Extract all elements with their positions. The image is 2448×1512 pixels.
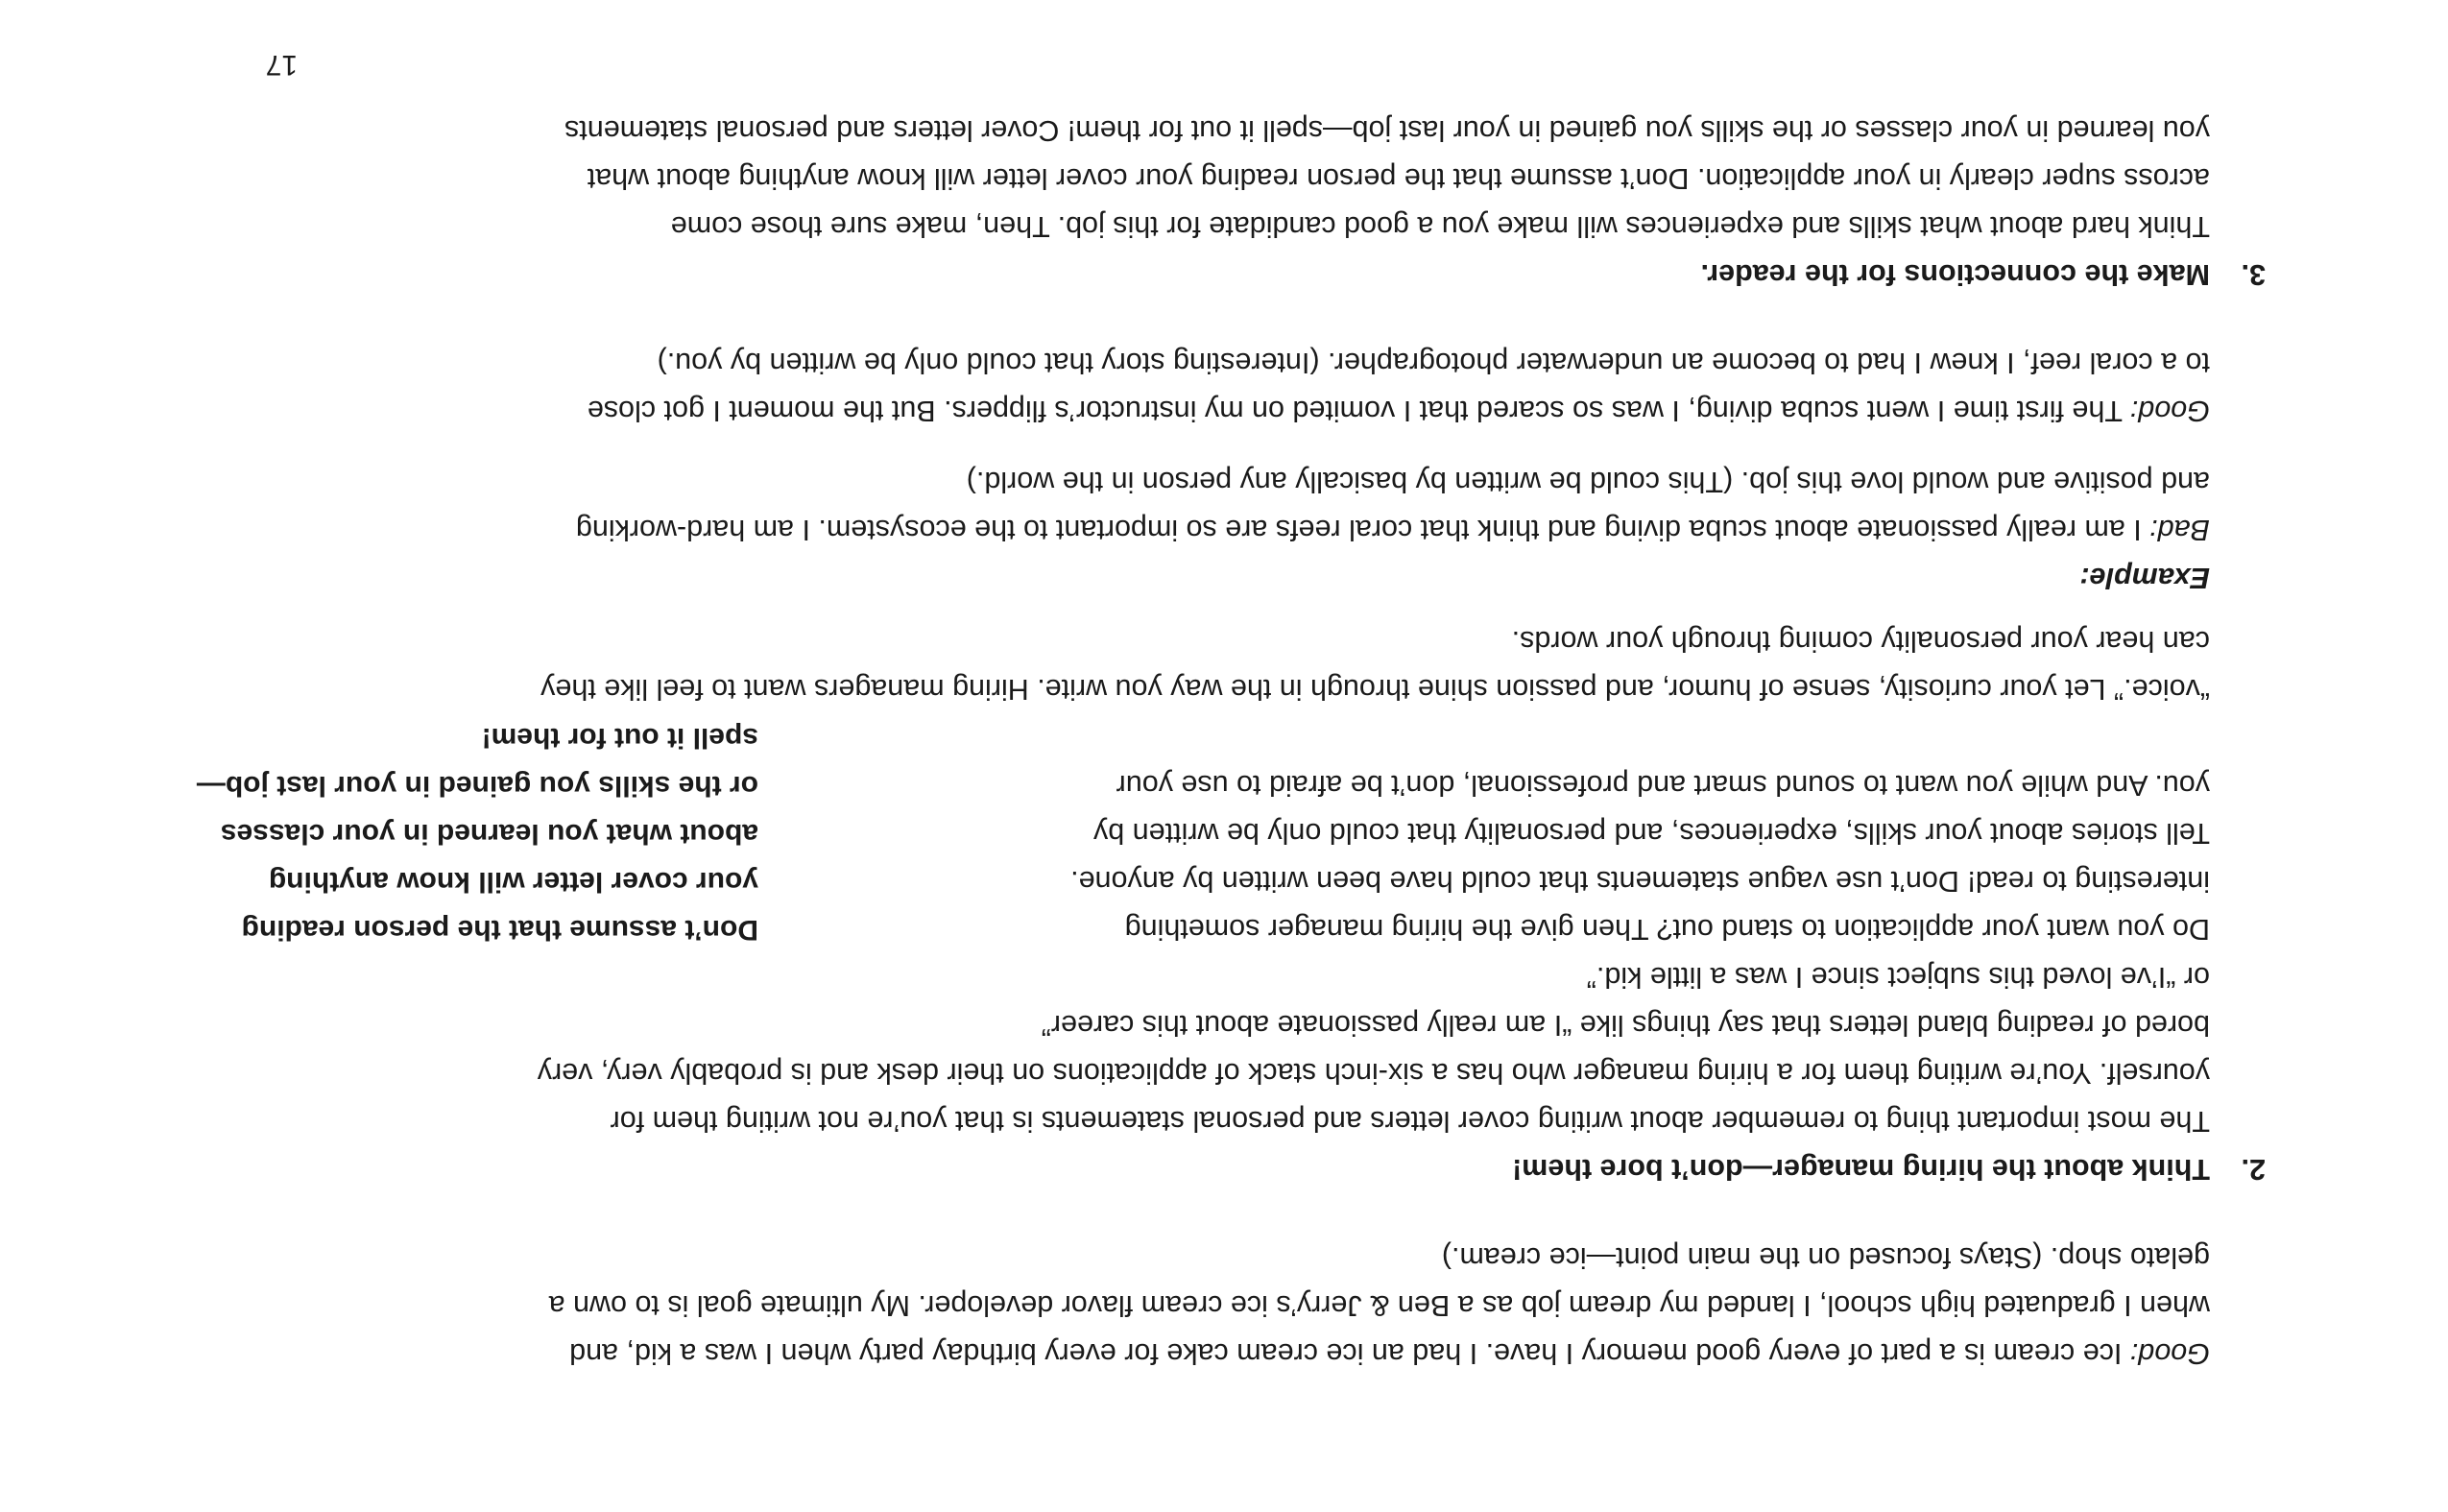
good-example-text-1: The first time I went scuba diving, I was so scared that I vomited on my instructor’s flippers. But the moment I got close [587,395,2130,427]
bad-example-text-1: I am really passionate about scuba diving and think that coral reefs are so important to the ecosystem. I am hard-working [575,514,2150,546]
callout-line-5: spell it out for them! [481,722,758,754]
section-3-line-1: Think hard about what skills and experiences will make you a good candidate for this job. Then, make sure those come [670,210,2210,243]
good-example-line-2: to a coral reef, I knew I had to become an underwater photographer. (Interesting story that could only be written by you.) [657,347,2210,379]
ice-cream-line-1: Ice cream is a part of every good memory I have. I had an ice cream cake for every birthday party when I was a kid, and [569,1337,2130,1370]
section-2-line-3: bored of reading bland letters that say things like “I am really passionate about this career” [1041,1009,2210,1042]
callout-line-2: your cover letter will know anything [268,866,758,898]
section-2-line-6: interesting to read! Don’t use vague statements that could have been written by anyone. [1070,865,2210,898]
ice-cream-line-3: gelato shop. (Stays focused on the main point—ice cream.) [1441,1241,2210,1274]
wrapped-text-block [163,713,2266,1049]
section-2-line-7: Tell stories about your skills, experiences, and personality that could only be written by [1093,817,2210,850]
section-2-line-1: The most important thing to remember about writing cover letters and personal statements is that you’re not writing them for [610,1105,2210,1138]
section-2-line-9: “voice.” Let your curiosity, sense of humor, and passion shine through in the way you write. Hiring managers want to feel like they [540,673,2210,706]
page-content [163,107,2266,1378]
callout-line-4: or the skills you gained in your last job— [196,770,758,802]
page-number: 17 [265,49,298,81]
pull-quote-callout [163,713,758,953]
bad-example-line-2: and positive and would love this job. (This could be written by basically any person in the world.) [966,466,2210,498]
section-2-line-4: or “I’ve loved this subject since I was a little kid.” [1586,961,2210,994]
section-3-heading [163,251,2266,299]
section-2-number: 2. [2241,1153,2266,1186]
wrapped-paragraphs [816,761,2266,1049]
section-2-line-10: can hear your personality coming through your words. [1511,625,2210,658]
good-label: Good: [2129,1337,2210,1370]
callout-line-3: about what you learned in your classes [220,818,758,850]
example-label: Example: [2079,562,2210,594]
section-3-line-2: across super clearly in your application. Don’t assume that the person reading your cover letter will know anything about what [587,162,2210,195]
section-3-title: Make the connections for the reader. [1700,258,2210,291]
section-2-line-5: Do you want your application to stand out? Then give the hiring manager something [1124,913,2210,946]
good-label-2: Good: [2129,395,2210,427]
good-example-line-1 [163,387,2266,435]
section-2-title: Think about the hiring manager—don’t bore them! [1512,1153,2210,1186]
section-2-heading [163,1145,2266,1193]
section-2-line-8: you. And while you want to sound smart and professional, don’t be afraid to use your [1116,769,2210,802]
section-2-line-2: yourself. You’re writing them for a hiring manager who has a six-inch stack of applications on their desk and is probably very, very [537,1057,2210,1090]
bad-label: Bad: [2149,514,2210,546]
ice-cream-line-2: when I graduated high school, I landed my dream job as a Ben & Jerry’s ice cream flavor developer. My ultimate goal is to own a [548,1289,2210,1322]
section-3-line-3: you learned in your classes or the skills you gained in your last job—spell it out for them! Cover letters and personal statements [564,114,2210,147]
body-line [163,1330,2266,1378]
callout-line-1: Don’t assume that the person reading [241,914,758,946]
bad-example-line-1 [163,506,2266,554]
section-3-number: 3. [2241,258,2266,291]
